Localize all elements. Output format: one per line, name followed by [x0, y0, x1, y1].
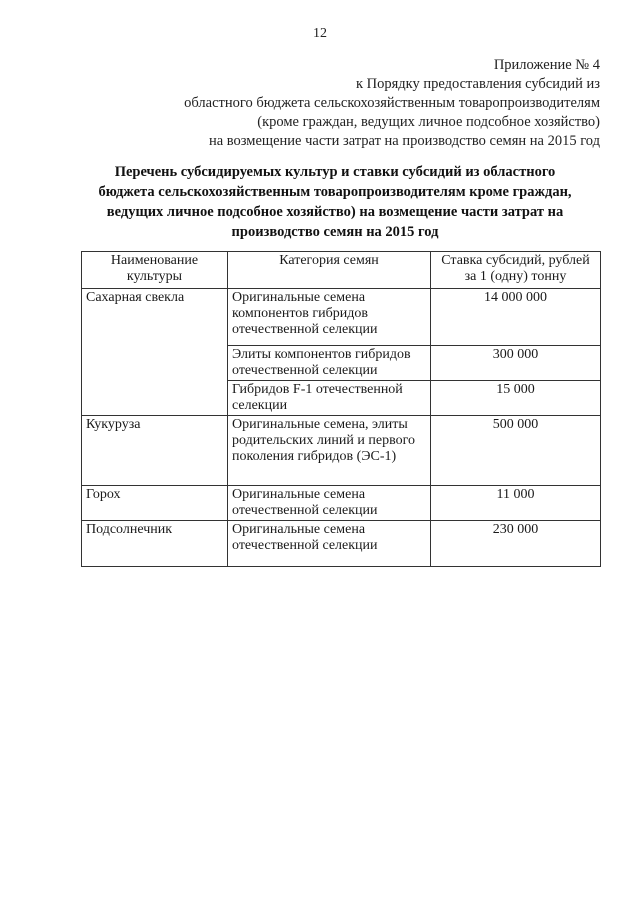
rate-cell: 11 000 — [431, 486, 601, 521]
title-line: производство семян на 2015 год — [231, 224, 439, 240]
appendix-reference — [100, 56, 600, 151]
crop-cell: Кукуруза — [82, 416, 228, 486]
document-title — [70, 162, 600, 242]
table-header-row — [82, 252, 601, 289]
table-row — [82, 521, 601, 567]
title-line: ведущих личное подсобное хозяйство) на возмещение части затрат на — [106, 204, 564, 220]
rate-cell: 230 000 — [431, 521, 601, 567]
subsidy-table — [81, 251, 601, 567]
appendix-line: на возмещение части затрат на производство семян на 2015 год — [208, 133, 600, 149]
rate-cell: 300 000 — [431, 346, 601, 381]
table-row — [82, 486, 601, 521]
header-category: Категория семян — [228, 252, 431, 289]
table-row — [82, 416, 601, 486]
rate-cell: 15 000 — [431, 381, 601, 416]
crop-cell: Горох — [82, 486, 228, 521]
crop-cell: Подсолнечник — [82, 521, 228, 567]
appendix-line: областного бюджета сельскохозяйственным товаропроизводителям — [184, 95, 600, 111]
title-line: бюджета сельскохозяйственным товаропроизводителям кроме граждан, — [98, 184, 572, 200]
title-line: Перечень субсидируемых культур и ставки субсидий из областного — [114, 164, 556, 180]
category-cell: Элиты компонентов гибридов отечественной селекции — [228, 346, 431, 381]
category-cell: Оригинальные семена отечественной селекции — [228, 486, 431, 521]
crop-cell: Сахарная свекла — [82, 289, 228, 416]
rate-cell: 500 000 — [431, 416, 601, 486]
category-cell: Оригинальные семена компонентов гибридов отечественной селекции — [228, 289, 431, 346]
page-number: 12 — [313, 26, 327, 41]
category-cell: Оригинальные семена, элиты родительских линий и первого поколения гибридов (ЭС-1) — [228, 416, 431, 486]
appendix-line: (кроме граждан, ведущих личное подсобное хозяйство) — [257, 114, 600, 130]
rate-cell: 14 000 000 — [431, 289, 601, 346]
appendix-line: Приложение № 4 — [493, 57, 600, 73]
appendix-line: к Порядку предоставления субсидий из — [355, 76, 600, 92]
category-cell: Гибридов F-1 отечественной селекции — [228, 381, 431, 416]
category-cell: Оригинальные семена отечественной селекции — [228, 521, 431, 567]
header-crop: Наименование культуры — [82, 252, 228, 289]
header-rate: Ставка субсидий, рублей за 1 (одну) тонну — [431, 252, 601, 289]
table-row — [82, 289, 601, 346]
